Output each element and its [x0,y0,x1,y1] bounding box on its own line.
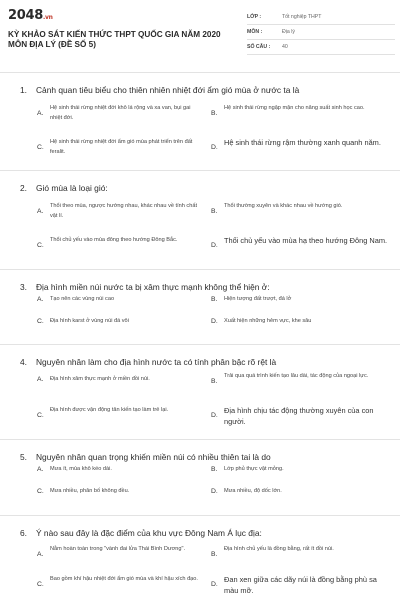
question-stem: Nguyên nhân quan trọng khiến miền núi có nhiều thiên tai là do [36,452,271,462]
option-text: Tạo nên các vùng núi cao [50,296,115,302]
info-value-class: Tốt nghiệp THPT [282,14,322,20]
option-letter: A. [37,110,44,117]
site-logo[interactable] [8,8,53,23]
option-letter: B. [211,378,218,385]
option-text: Hệ sinh thái rừng nhiệt đới khô lá rộng và xa van, bụi gai nhiệt đới. [50,105,191,121]
option-text: Đan xen giữa các dãy núi là đồng bằng phù sa màu mỡ. [224,575,377,595]
option-letter: B. [211,296,218,303]
option-text: Mưa nhiều, độ dốc lớn. [224,488,282,494]
option-text: Địa hình chịu tác động thường xuyên của con người. [224,406,374,426]
option-letter: C. [37,144,44,151]
option-text: Địa hình xâm thực mạnh ở miền đồi núi. [50,376,150,382]
option-text: Nằm hoàn toàn trong "vành đai lửa Thái Bình Dương". [50,546,186,552]
option-letter: A. [37,376,44,383]
option-text: Địa hình karst ở vùng núi đá vôi [50,318,129,324]
option-text: Lớp phủ thực vật mỏng. [224,466,284,472]
exam-title-line-1: KỲ KHẢO SÁT KIẾN THỨC THPT QUỐC GIA NĂM 2020 [8,30,221,39]
option-text: Địa hình chủ yếu là đồng bằng, rất ít đồi núi. [224,546,334,552]
option-letter: B. [211,551,218,558]
option-letter: C. [37,488,44,495]
option-text: Thổi chủ yếu vào mùa đông theo hướng Đông Bắc. [50,237,178,243]
option-letter: D. [211,412,218,419]
option-letter: C. [37,242,44,249]
option-text: Trải qua quá trình kiến tạo lâu dài, tác động của ngoại lực. [224,373,369,379]
info-label-class: LỚP : [247,14,262,20]
question-stem: Địa hình miền núi nước ta bị xâm thực mạnh không thể hiện ở: [36,282,270,292]
option-text: Hệ sinh thái rừng nhiệt đới ẩm gió mùa phát triển trên đất feralit. [50,139,193,155]
question-text [20,282,270,292]
option-text: Hiện tượng đất trượt, đá lở [224,296,292,302]
question-number: 4. [20,357,27,367]
logo-suffix-text: .vn [42,14,53,21]
option-text: Mưa nhiều, phân bố không đều. [50,488,130,494]
question-number: 2. [20,183,27,193]
question-number: 5. [20,452,27,462]
option-letter: C. [37,581,44,588]
option-text: Thổi thường xuyên và khác nhau về hướng gió. [224,203,343,209]
option-text: Thổi theo mùa, ngược hướng nhau, khác nhau về tính chất vật lí. [50,203,197,219]
option-letter: C. [37,412,44,419]
logo-main-text: 2048 [8,8,43,23]
option-letter: B. [211,208,218,215]
option-text: Bao gồm khí hậu nhiệt đới ẩm gió mùa và khí hậu xích đạo. [50,576,198,582]
question-stem: Nguyên nhân làm cho địa hình nước ta có tính phân bậc rõ rệt là [36,357,277,367]
option-text: Xuất hiện những hẻm vực, khe sâu [224,318,312,324]
question-text [20,85,299,95]
option-letter: B. [211,110,218,117]
info-label-question-count: SỐ CÂU : [247,44,271,50]
exam-title [8,30,221,50]
info-row-question-count [247,40,395,55]
question-stem: Gió mùa là loại gió: [36,183,108,193]
option-letter: A. [37,208,44,215]
question-6 [0,515,400,600]
option-letter: C. [37,318,44,325]
option-letter: D. [211,318,218,325]
question-5 [0,439,400,515]
option-text: Địa hình được vận động tân kiến tạo làm trẻ lại. [50,407,169,413]
option-text: Hệ sinh thái rừng ngập mặn cho năng suất sinh học cao. [224,105,365,111]
question-number: 3. [20,282,27,292]
option-letter: B. [211,466,218,473]
question-text [20,357,276,367]
option-text: Mưa ít, mùa khô kéo dài. [50,466,112,472]
option-letter: D. [211,581,218,588]
info-value-question-count: 40 [282,44,288,50]
info-row-subject [247,25,395,40]
question-stem: Ý nào sau đây là đặc điểm của khu vực Đông Nam Á lục địa: [36,528,262,538]
info-row-class [247,10,395,25]
question-number: 1. [20,85,27,95]
option-text: Thổi chủ yếu vào mùa hạ theo hướng Đông Nam. [224,236,388,245]
option-letter: D. [211,144,218,151]
question-2 [0,170,400,269]
option-text: Hệ sinh thái rừng rậm thường xanh quanh năm. [224,138,381,147]
option-letter: A. [37,551,44,558]
question-number: 6. [20,528,27,538]
info-value-subject: Địa lý [282,29,295,35]
option-letter: A. [37,296,44,303]
exam-info-panel [247,10,395,55]
question-3 [0,269,400,344]
question-text [20,183,108,193]
question-text [20,452,271,462]
option-letter: D. [211,242,218,249]
option-letter: D. [211,488,218,495]
question-stem: Cảnh quan tiêu biểu cho thiên nhiên nhiệt đới ẩm gió mùa ở nước ta là [36,85,300,95]
exam-title-line-2: MÔN ĐỊA LÝ (ĐỀ SỐ 5) [8,40,96,49]
question-1 [0,72,400,170]
info-label-subject: MÔN : [247,29,263,35]
option-letter: A. [37,466,44,473]
exam-header [0,0,400,66]
question-4 [0,344,400,439]
question-text [20,528,262,538]
